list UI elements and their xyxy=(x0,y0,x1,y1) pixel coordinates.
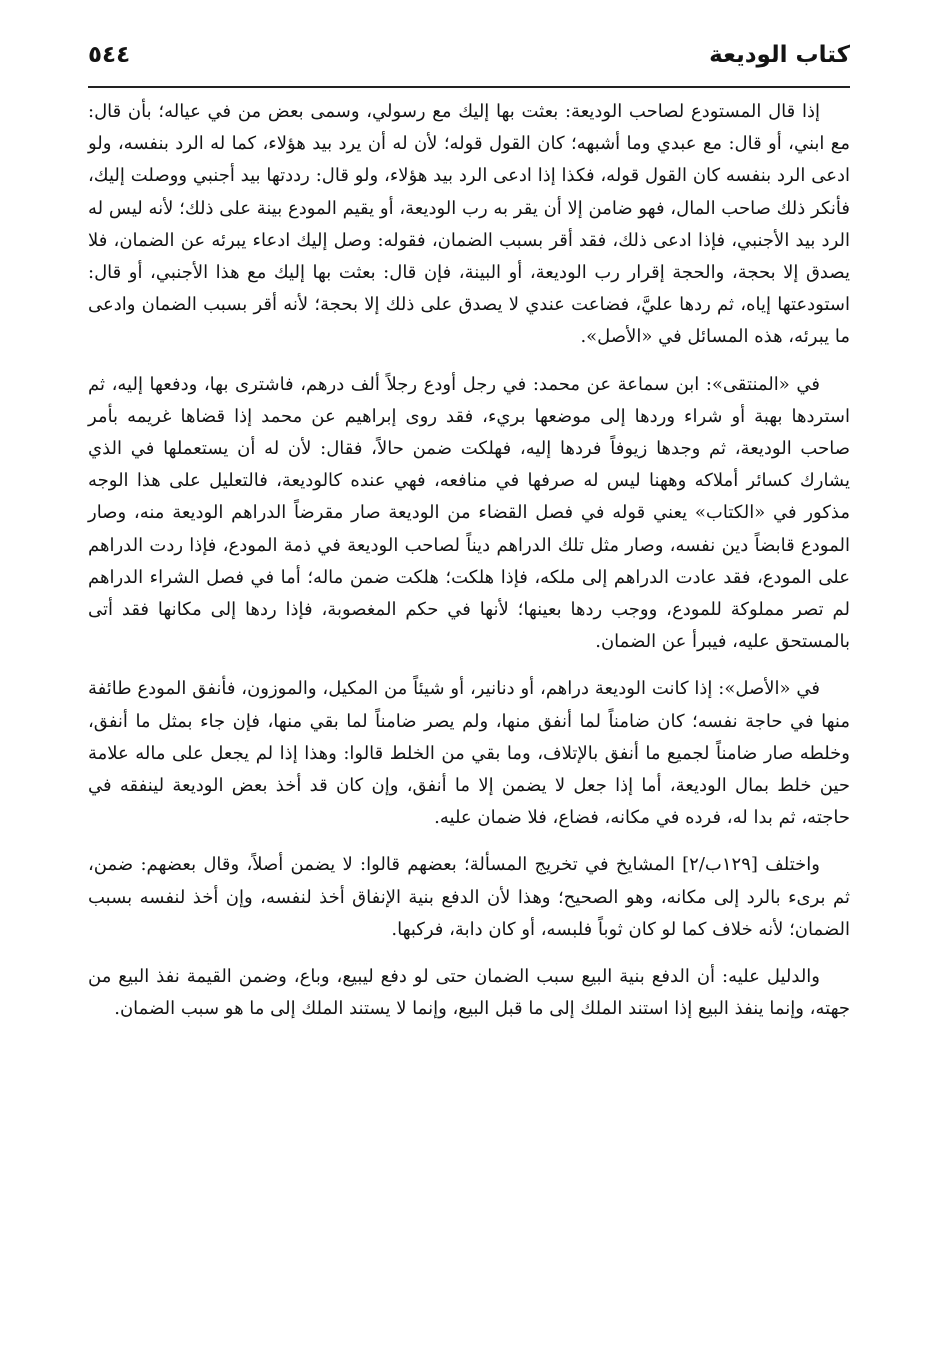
page-body xyxy=(88,88,850,1025)
page-number: ٥٤٤ xyxy=(88,42,131,68)
paragraph-1: إذا قال المستودع لصاحب الوديعة: بعثت بها إليك مع رسولي، وسمى بعض من في عياله؛ بأن قال: مع ابني، أو قال: مع عبدي وما أشبهه؛ كان القول قوله؛ لأن له أن يرد بيد هؤلاء، كما له الرد بنفسه، ولو ادعى الرد بنفسه كان القول قوله، فكذا إذا ادعى الرد بيد هؤلاء، ولو قال: رددتها بيد أجنبي ووصلت إليك، فأنكر ذلك صاحب المال، فهو ضامن إلا أن يقر به رب الوديعة، أو يقيم المودع بينة على ذلك؛ لأنه ليس له الرد بيد الأجنبي، فإذا ادعى ذلك، فقد أقر بسبب الضمان، فقوله: وصل إليك ادعاء يبرئه عن الضمان، فلا يصدق إلا بحجة، والحجة إقرار رب الوديعة، أو البينة، فإن قال: بعثت بها إليك مع هذا الأجنبي، أو قال: استودعتها إياه، ثم ردها عليَّ، فضاعت عندي لا يصدق على ذلك إلا بحجة؛ لأنه أقر بسبب الضمان وادعى ما يبرئه، هذه المسائل في «الأصل». xyxy=(88,101,850,348)
paragraph-3: في «الأصل»: إذا كانت الوديعة دراهم، أو دنانير، أو شيئاً من المكيل، والموزون، فأنفق المودع طائفة منها في حاجة نفسه؛ كان ضامناً لما أنفق منها، ولم يصر ضامناً لما بقي منها، فإن جاء بمثل ما أنفق، وخلطه صار ضامناً لجميع ما أنفق بالإتلاف، وما بقي من الخلط قالوا: وهذا إذا لم يجعل على ماله علامة حين خلط بمال الوديعة، أما إذا جعل لا يضمن إلا ما أنفق، وإن كان قد أخذ بعض الوديعة لينفقه في حاجته، ثم بدا له، فرده في مكانه، فضاع، فلا ضمان عليه. xyxy=(88,678,850,829)
paragraph-5: والدليل عليه: أن الدفع بنية البيع سبب الضمان حتى لو دفع ليبيع، وباع، وضمن القيمة نفذ البيع من جهته، وإنما ينفذ البيع إذا استند الملك إلى ما قبل البيع، وإنما لا يستند الملك إلى ما هو سبب الضمان. xyxy=(88,966,850,1020)
running-title: كتاب الوديعة xyxy=(709,42,850,68)
page-header xyxy=(88,36,850,88)
paragraph-2: في «المنتقى»: ابن سماعة عن محمد: في رجل أودع رجلاً ألف درهم، فاشترى بها، ودفعها إليه، ثم استردها بهبة أو شراء وردها إلى موضعها بريء، فقد روى إبراهيم عن محمد إذا قضاها غريمه بأمر صاحب الوديعة، ثم وجدها زيوفاً فردها إليه، فهلكت ضمن حالاً، فقال: لأن له أن يستعملها في الذي يشارك كسائر أملاكه وههنا ليس له صرفها في منافعه، فهي عنده كالوديعة، فالتعليل على هذا الوجه مذكور في «الكتاب» يعني قوله في فصل القضاء من الوديعة صار مقرضاً الدراهم الوديعة منه، وصار المودع قابضاً دين نفسه، وصار مثل تلك الدراهم ديناً لصاحب الوديعة في ذمة المودع، فإذا ردت الدراهم على المودع، فقد عادت الدراهم إلى ملكه، فإذا هلكت؛ هلكت ضمن ماله؛ أما في فصل الشراء الدراهم لم تصر مملوكة للمودع، ووجب ردها بعينها؛ لأنها في حكم المغصوبة، فإذا ردها إلى مكانها فقد أتى بالمستحق عليه، فيبرأ عن الضمان. xyxy=(88,373,850,653)
paragraph-4: واختلف [١٢٩ب/٢] المشايخ في تخريج المسألة؛ بعضهم قالوا: لا يضمن أصلاً، وقال بعضهم: ضمن، ثم برىء بالرد إلى مكانه، وهو الصحيح؛ وهذا لأن الدفع بنية الإنفاق أخذ لنفسه، وإن أخذ لنفسه بسبب الضمان؛ لأنه خلاف كما لو كان ثوباً فلبسه، أو كان دابة، فركبها. xyxy=(88,854,850,940)
